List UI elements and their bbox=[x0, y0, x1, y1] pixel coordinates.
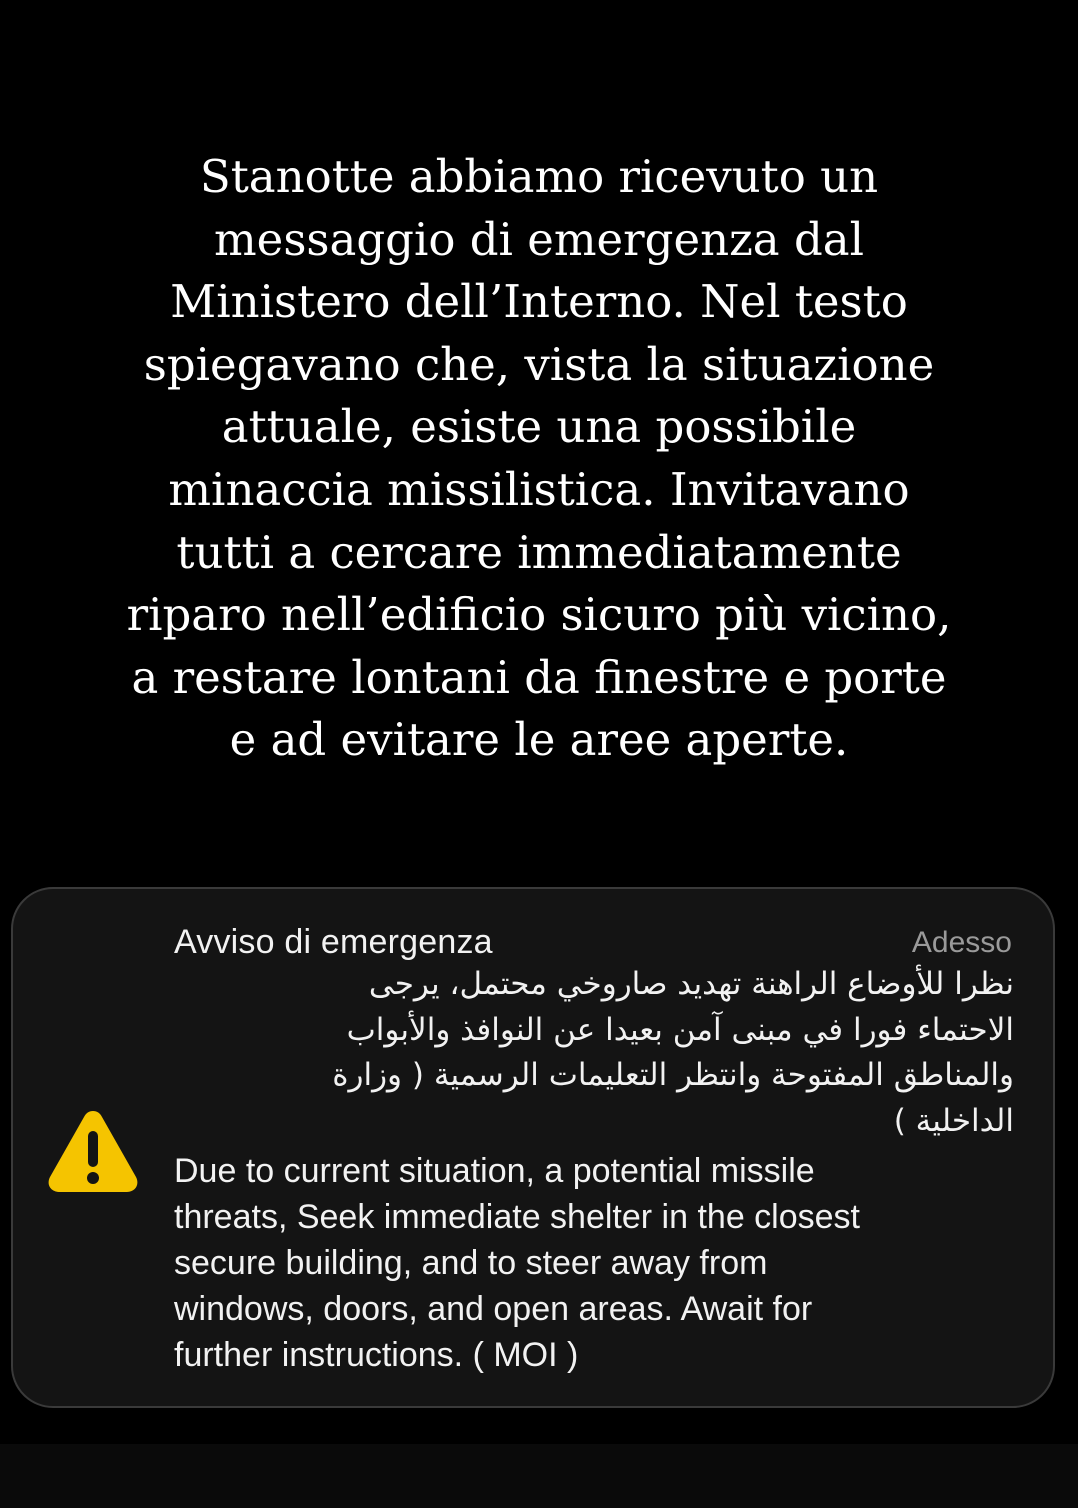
alert-body-arabic bbox=[174, 962, 1014, 1144]
caption-line: messaggio di emergenza dal bbox=[214, 212, 864, 266]
english-line: Due to current situation, a potential missile bbox=[174, 1152, 815, 1190]
arabic-line: الداخلية ) bbox=[893, 1102, 1014, 1139]
english-line: threats, Seek immediate shelter in the closest bbox=[174, 1198, 860, 1236]
caption-line: riparo nell’edificio sicuro più vicino, bbox=[126, 588, 952, 642]
arabic-line: نظرا للأوضاع الراهنة تهديد صاروخي محتمل، يرجى bbox=[368, 966, 1014, 1002]
english-line: further instructions. ( MOI ) bbox=[174, 1336, 579, 1374]
alert-title: Avviso di emergenza bbox=[174, 923, 493, 961]
arabic-line: والمناطق المفتوحة وانتظر التعليمات الرسمية ( وزارة bbox=[332, 1057, 1014, 1094]
caption-line: tutti a cercare immediatamente bbox=[176, 525, 902, 579]
arabic-line: الاحتماء فورا في مبنى آمن بعيدا عن النوافذ والأبواب bbox=[346, 1011, 1014, 1048]
caption-line: spiegavano che, vista la situazione bbox=[143, 337, 935, 391]
english-line: windows, doors, and open areas. Await for bbox=[174, 1290, 813, 1328]
caption-line: a restare lontani da finestre e porte bbox=[131, 650, 947, 704]
story-caption bbox=[90, 146, 988, 772]
caption-line: attuale, esiste una possibile bbox=[221, 400, 857, 454]
alert-timestamp: Adesso bbox=[911, 926, 1012, 959]
bottom-bar bbox=[0, 1444, 1078, 1508]
english-line: secure building, and to steer away from bbox=[174, 1244, 768, 1282]
alert-body-english bbox=[174, 1148, 1024, 1378]
caption-line: e ad evitare le aree aperte. bbox=[229, 713, 849, 767]
caption-line: Ministero dell’Interno. Nel testo bbox=[170, 275, 908, 329]
warning-triangle-icon bbox=[46, 1107, 140, 1195]
caption-line: minaccia missilistica. Invitavano bbox=[168, 462, 910, 516]
caption-line: Stanotte abbiamo ricevuto un bbox=[199, 150, 879, 203]
